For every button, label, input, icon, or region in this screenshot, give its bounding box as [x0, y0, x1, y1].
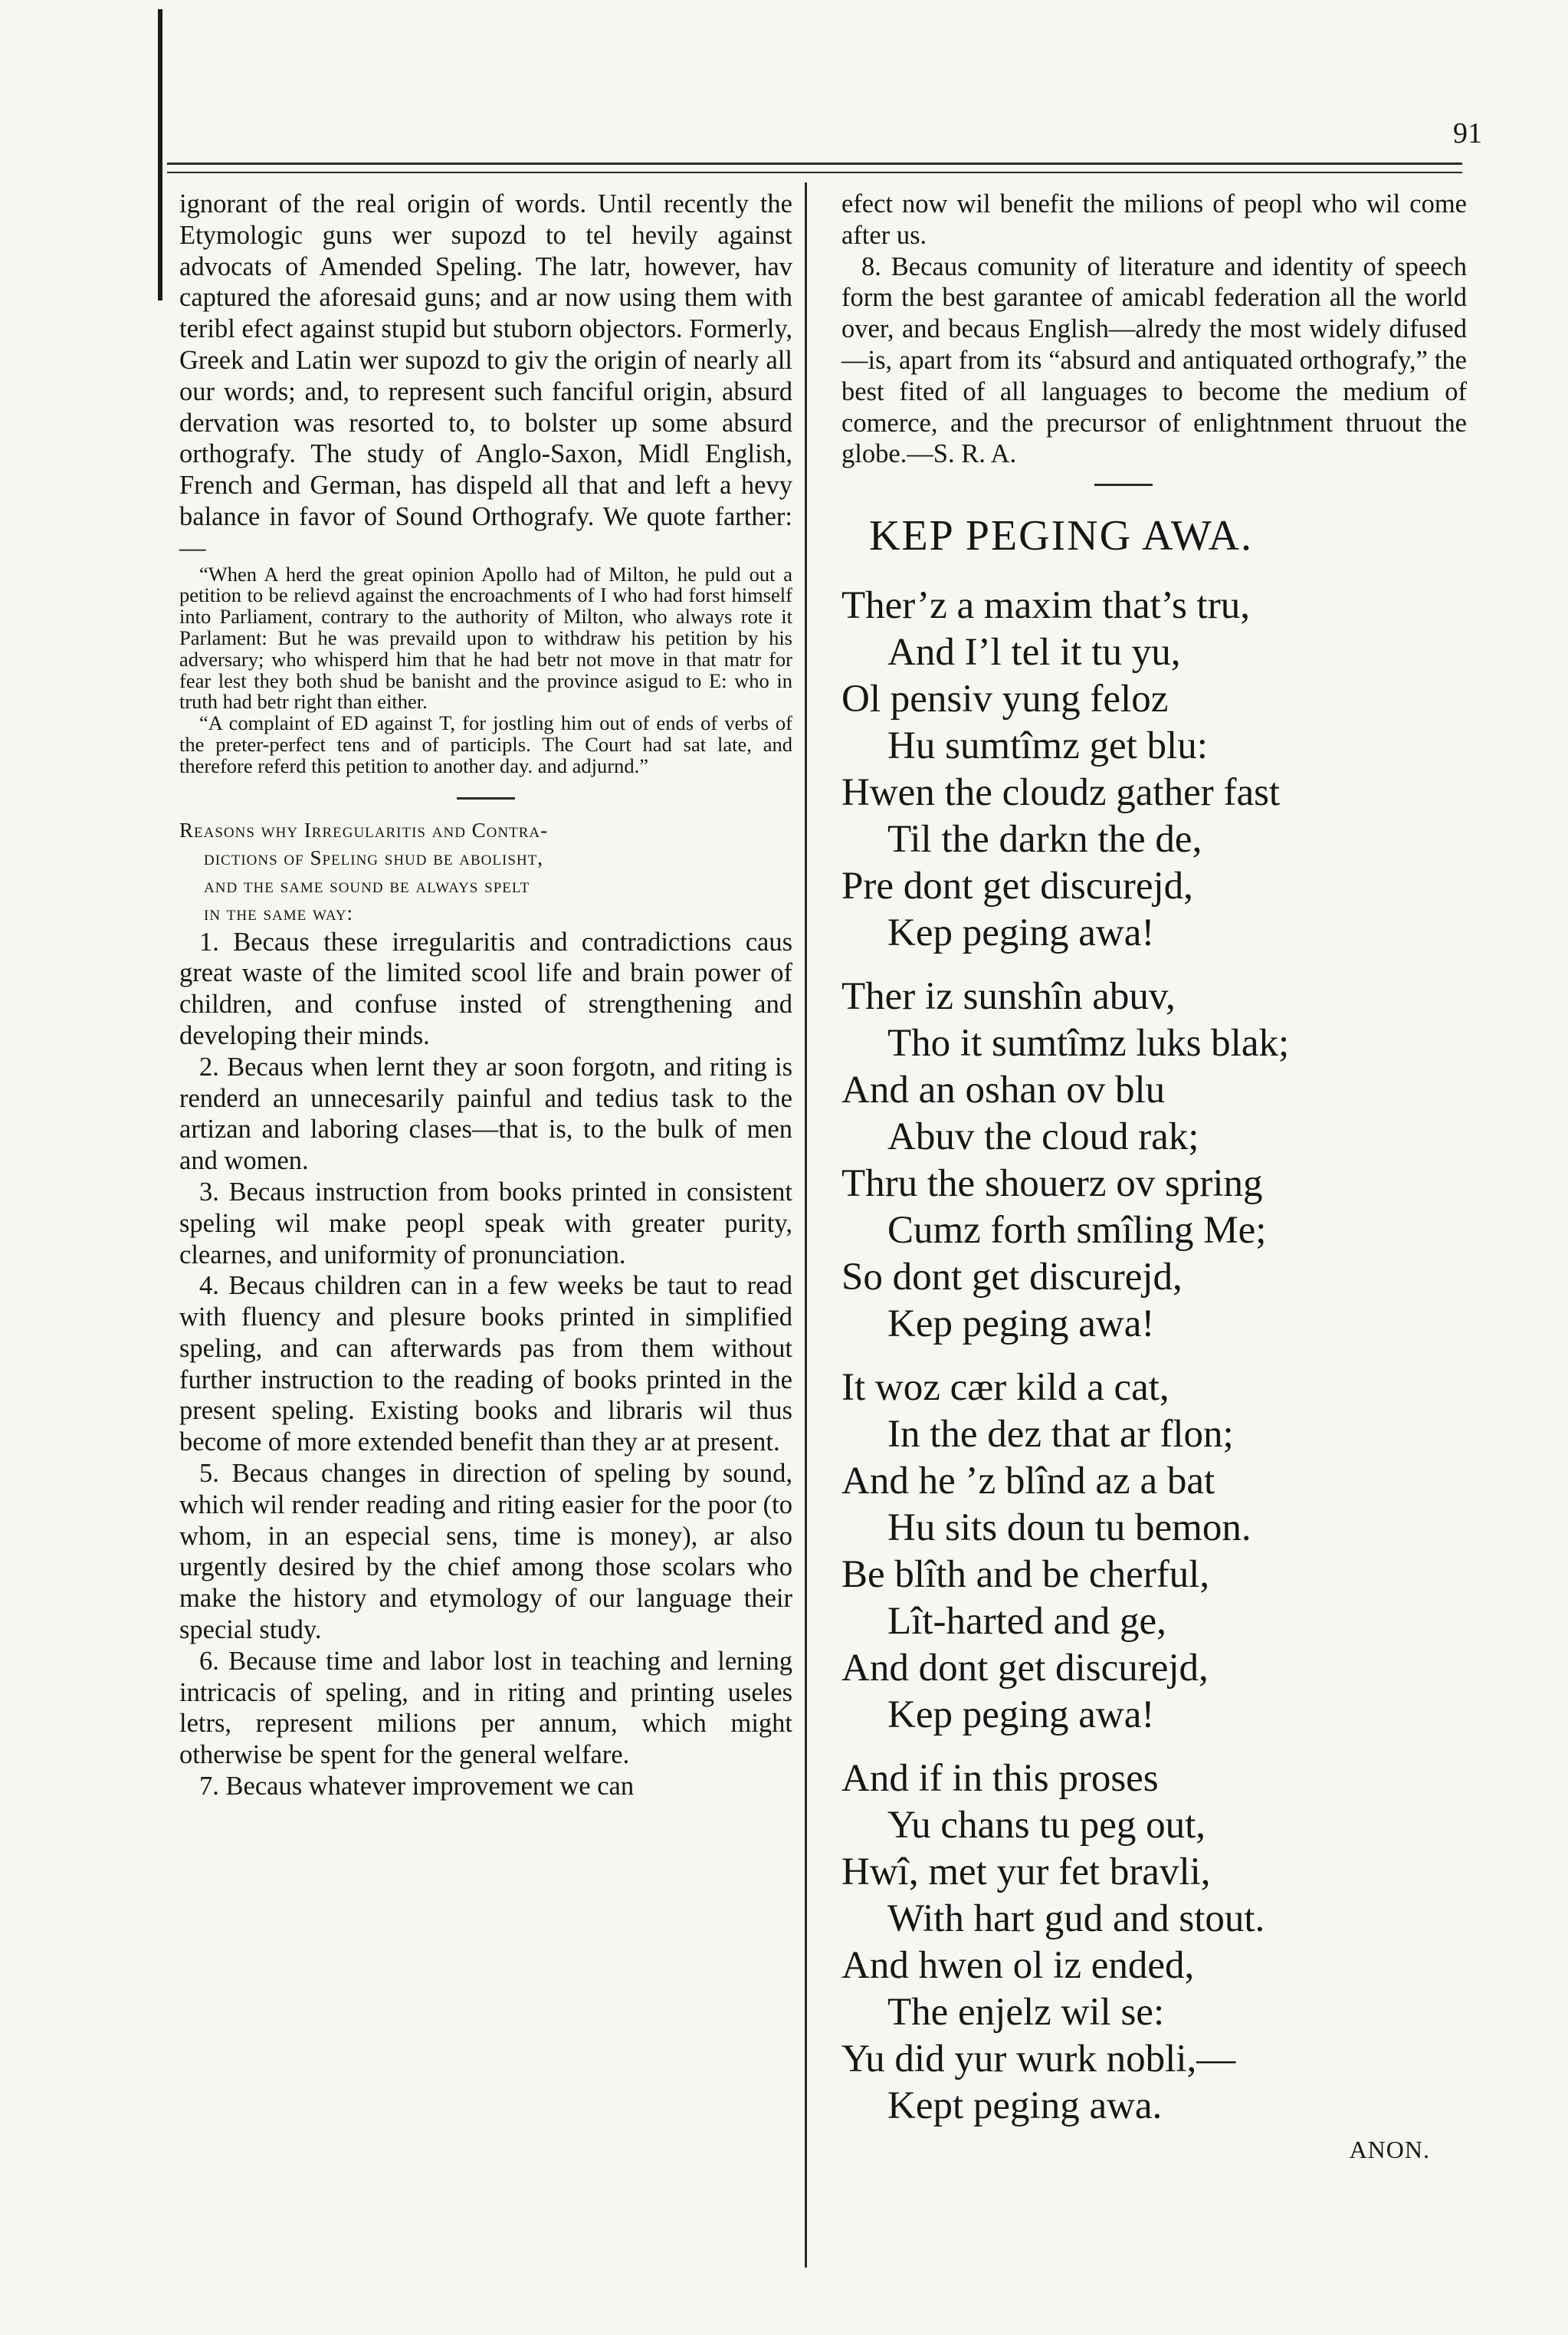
- poem-line: Yu chans tu peg out,: [887, 1804, 1206, 1847]
- poem-line: Yu did yur wurk nobli,—: [841, 2038, 1236, 2081]
- poem-line: Ol pensiv yung feloz: [841, 678, 1169, 721]
- poem-line: Til the darkn the de,: [887, 818, 1202, 862]
- poem-line: Pre dont get discurejd,: [841, 865, 1193, 908]
- poem-line: Kep peging awa!: [887, 1302, 1155, 1346]
- stanza-1: [841, 583, 1467, 957]
- quotation-2: “A complaint of ED against T, for jostling him out of ends of verbs of the preter-perfect tens and of participls. The Court had sat late, and therefore referd this petition to another day. and adjurnd.”: [179, 711, 792, 777]
- reason-2: 2. Becaus when lernt they ar soon forgotn, and riting is renderd an unnecesarily painful and tedius task to the artizan and laboring clases—that is, to the bulk of men and women.: [179, 1052, 792, 1176]
- poem-line: Tho it sumtîmz luks blak;: [887, 1022, 1290, 1066]
- poem-line: The enjelz wil se:: [887, 1991, 1165, 2035]
- poem-line: Be blîth and be cherful,: [841, 1553, 1210, 1597]
- opening-paragraph: ignorant of the real origin of words. Until recently the Etymologic guns wer supozd to tel hevily against advocats of Amended Speling. The latr, however, hav captured the aforesaid guns; and ar now using them with teribl efect against stupid but stuborn objectors. Formerly, Greek and Latin wer supozd to giv the origin of nearly all our words; and, to represent such fanciful origin, absurd dervation was resorted to, to bolster up some absurd orthografy. The study of Anglo-Saxon, Midl English, French and German, has dispeld all that and left a hevy balance in favor of Sound Orthografy. We quote farther:—: [179, 189, 792, 563]
- reason-5: 5. Becaus changes in direction of speling by sound, which wil render reading and riting easier for the poor (to whom, in an especial sens, time is money), ar also urgently desired by the chief among those scolars who make the history and etymology of our language their special study.: [179, 1459, 792, 1645]
- page-number: 91: [1453, 117, 1482, 149]
- poem-line: Ther’z a maxim that’s tru,: [841, 584, 1250, 628]
- section-divider: [457, 797, 515, 800]
- poem-line: Hu sits doun tu bemon.: [887, 1506, 1251, 1550]
- poem-line: Lît-harted and ge,: [887, 1600, 1166, 1644]
- stanza-4: [841, 1755, 1467, 2130]
- poem-line: It woz cær kild a cat,: [841, 1366, 1169, 1410]
- reason-6: 6. Because time and labor lost in teaching and lerning intricacis of speling, and in riting and printing useles letrs, represent milions per annum, which might otherwise be spent for the general welfare.: [179, 1646, 792, 1770]
- poem-author: ANON.: [1349, 2136, 1430, 2164]
- poem-divider: [1094, 484, 1153, 486]
- poem-line: And if in this proses: [841, 1757, 1159, 1801]
- poem-title: KEP PEGING AWA.: [869, 512, 1253, 560]
- stanza-3: [841, 1365, 1467, 1739]
- header-rule: [167, 163, 1462, 165]
- poem-line: Kept peging awa.: [887, 2084, 1163, 2128]
- left-column: [179, 189, 792, 1802]
- poem-line: Hu sumtîmz get blu:: [887, 724, 1208, 768]
- poem-line: Abuv the cloud rak;: [887, 1115, 1199, 1159]
- quotation-1: “When A herd the great opinion Apollo had of Milton, he puld out a petition to be relievd against the encroachments of I who had forst himself into Parliament, contrary to the authority of Milton, who always rote it Parlament: But he was prevaild upon to withdraw his petition by his adversary; who whisperd him that he had betr not move in that matr for fear lest they both shud be banisht and the province asigud to E: who in truth had betr right than either.: [179, 562, 792, 714]
- poem-line: Thru the shouerz ov spring: [841, 1162, 1263, 1206]
- margin-bar: [158, 9, 162, 300]
- reason-8: 8. Becaus comunity of literature and identity of speech form the best garantee of amicabl federation all the world over, and becaus English—alredy the most widely difused—is, apart from its “absurd and antiquated orthografy,” the best fited of all languages to become the medium of comerce, and the precursor of enlightnment thruout the globe.—S. R. A.: [841, 251, 1467, 469]
- reason-3: 3. Becaus instruction from books printed in consistent speling wil make peopl speak with greater purity, clearnes, and uniformity of pronunciation.: [179, 1177, 792, 1269]
- poem-line: And hwen ol iz ended,: [841, 1944, 1195, 1988]
- poem-line: And an oshan ov blu: [841, 1069, 1166, 1112]
- poem-line: In the dez that ar flon;: [887, 1413, 1234, 1457]
- reason-7: 7. Becaus whatever improvement we can: [199, 1772, 635, 1801]
- heading-line-3: and the same sound be always spelt: [204, 873, 530, 897]
- header-rule-thin: [167, 172, 1462, 173]
- reason-4: 4. Becaus children can in a few weeks be taut to read with fluency and plesure books printed in simplified speling, and can afterwards pas from them without further instruction to the reading of books printed in the present speling. Existing books and libraris wil thus become of more extended benefit than they ar at present.: [179, 1271, 792, 1457]
- poem-line: With hart gud and stout.: [887, 1897, 1265, 1941]
- poem-line: Ther iz sunshîn abuv,: [841, 975, 1176, 1019]
- poem-line: Cumz forth smîling Me;: [887, 1209, 1267, 1253]
- heading-line-4: in the same way:: [204, 901, 354, 924]
- poem-line: Hwen the cloudz gather fast: [841, 771, 1281, 815]
- column-divider: [805, 182, 807, 2268]
- poem: [841, 583, 1467, 2164]
- right-column: [841, 189, 1467, 2164]
- poem-line: And I’l tel it tu yu,: [887, 631, 1181, 675]
- stanza-2: [841, 974, 1467, 1348]
- heading-line-2: dictions of Speling shud be abolisht,: [204, 846, 543, 869]
- poem-line: Kep peging awa!: [887, 1693, 1155, 1737]
- continuation-paragraph: efect now wil benefit the milions of peopl who wil come after us.: [841, 189, 1467, 250]
- heading-line-1: Reasons why Irregularitis and Contra-: [179, 818, 549, 842]
- section-heading: [179, 816, 792, 927]
- poem-line: And dont get discurejd,: [841, 1647, 1209, 1690]
- poem-line: Kep peging awa!: [887, 911, 1155, 955]
- poem-line: And he ’z blînd az a bat: [841, 1460, 1215, 1503]
- poem-line: Hwî, met yur fet bravli,: [841, 1851, 1211, 1894]
- poem-line: So dont get discurejd,: [841, 1256, 1183, 1299]
- reason-1: 1. Becaus these irregularitis and contradictions caus great waste of the limited scool life and brain power of children, and confuse insted of strengthening and developing their minds.: [179, 927, 792, 1050]
